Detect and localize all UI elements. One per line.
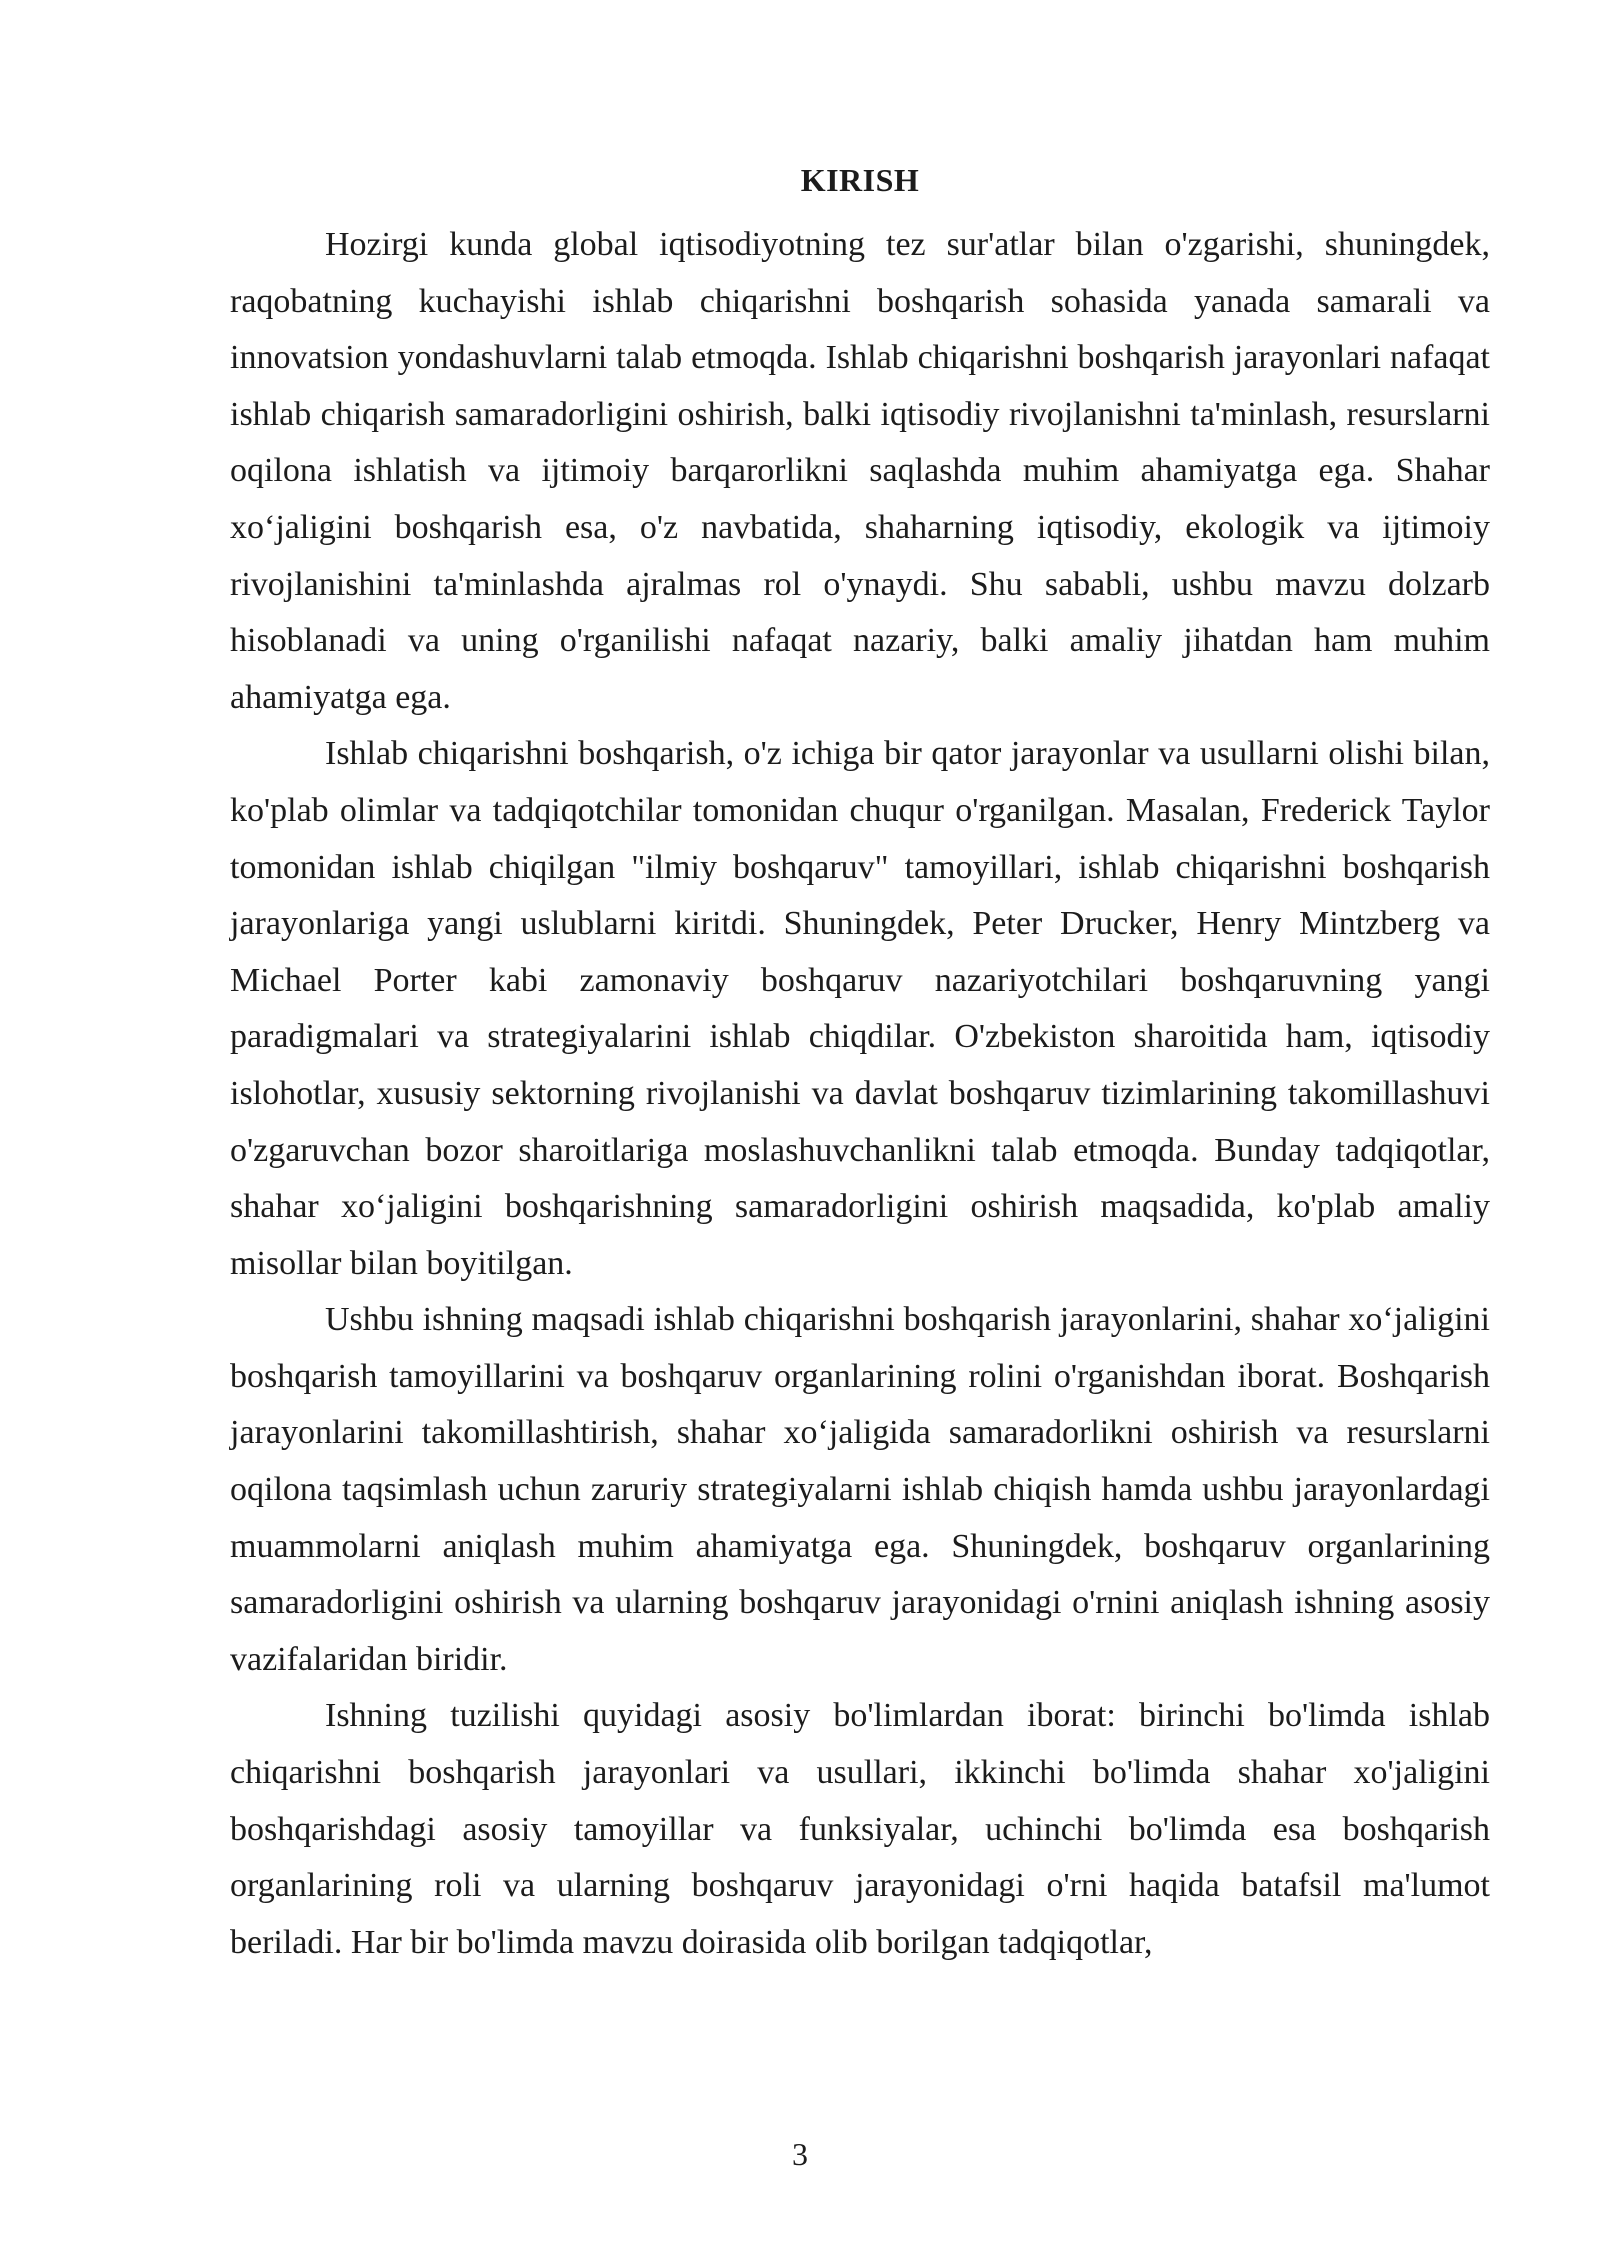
page-number: 3 <box>792 2136 808 2172</box>
page-content <box>230 160 1490 1971</box>
section-title: KIRISH <box>800 162 920 198</box>
paragraph-3: Ushbu ishning maqsadi ishlab chiqarishni boshqarish jarayonlarini, shahar xo‘jaligini boshqarish tamoyillarini va boshqaruv organlarining rolini o'rganishdan iborat. Boshqarish jarayonlarini takomillashtirish, shahar xo‘jaligida samaradorlikni oshirish va resurslarni oqilona taqsimlash uchun zaruriy strategiyalarni ishlab chiqish hamda ushbu jarayonlardagi muammolarni aniqlash muhim ahamiyatga ega. Shuningdek, boshqaruv organlarining samaradorligini oshirish va ularning boshqaruv jarayonidagi o'rnini aniqlash ishning asosiy vazifalaridan biridir. <box>230 1301 1490 1678</box>
paragraph-1: Hozirgi kunda global iqtisodiyotning tez sur'atlar bilan o'zgarishi, shuningdek, raqobatning kuchayishi ishlab chiqarishni boshqarish sohasida yanada samarali va innovatsion yondashuvlarni talab etmoqda. Ishlab chiqarishni boshqarish jarayonlari nafaqat ishlab chiqarish samaradorligini oshirish, balki iqtisodiy rivojlanishni ta'minlash, resurslarni oqilona ishlatish va ijtimoiy barqarorlikni saqlashda muhim ahamiyatga ega. Shahar xo‘jaligini boshqarish esa, o'z navbatida, shaharning iqtisodiy, ekologik va ijtimoiy rivojlanishini ta'minlashda ajralmas rol o'ynaydi. Shu sababli, ushbu mavzu dolzarb hisoblanadi va uning o'rganilishi nafaqat nazariy, balki amaliy jihatdan ham muhim ahamiyatga ega. <box>230 226 1490 716</box>
paragraph-2: Ishlab chiqarishni boshqarish, o'z ichiga bir qator jarayonlar va usullarni olishi bilan, ko'plab olimlar va tadqiqotchilar tomonidan chuqur o'rganilgan. Masalan, Frederick Taylor tomonidan ishlab chiqilgan "ilmiy boshqaruv" tamoyillari, ishlab chiqarishni boshqarish jarayonlariga yangi uslublarni kiritdi. Shuningdek, Peter Drucker, Henry Mintzberg va Michael Porter kabi zamonaviy boshqaruv nazariyotchilari boshqaruvning yangi paradigmalari va strategiyalarini ishlab chiqdilar. O'zbekiston sharoitida ham, iqtisodiy islohotlar, xususiy sektorning rivojlanishi va davlat boshqaruv tizimlarining takomillashuvi o'zgaruvchan bozor sharoitlariga moslashuvchanlikni talab etmoqda. Bunday tadqiqotlar, shahar xo‘jaligini boshqarishning samaradorligini oshirish maqsadida, ko'plab amaliy misollar bilan boyitilgan. <box>230 735 1490 1282</box>
paragraph-4: Ishning tuzilishi quyidagi asosiy bo'limlardan iborat: birinchi bo'limda ishlab chiqarishni boshqarish jarayonlari va usullari, ikkinchi bo'limda shahar xo'jaligini boshqarishdagi asosiy tamoyillar va funksiyalar, uchinchi bo'limda esa boshqarish organlarining roli va ularning boshqaruv jarayonidagi o'rni haqida batafsil ma'lumot beriladi. Har bir bo'limda mavzu doirasida olib borilgan tadqiqotlar, <box>230 1697 1490 1961</box>
